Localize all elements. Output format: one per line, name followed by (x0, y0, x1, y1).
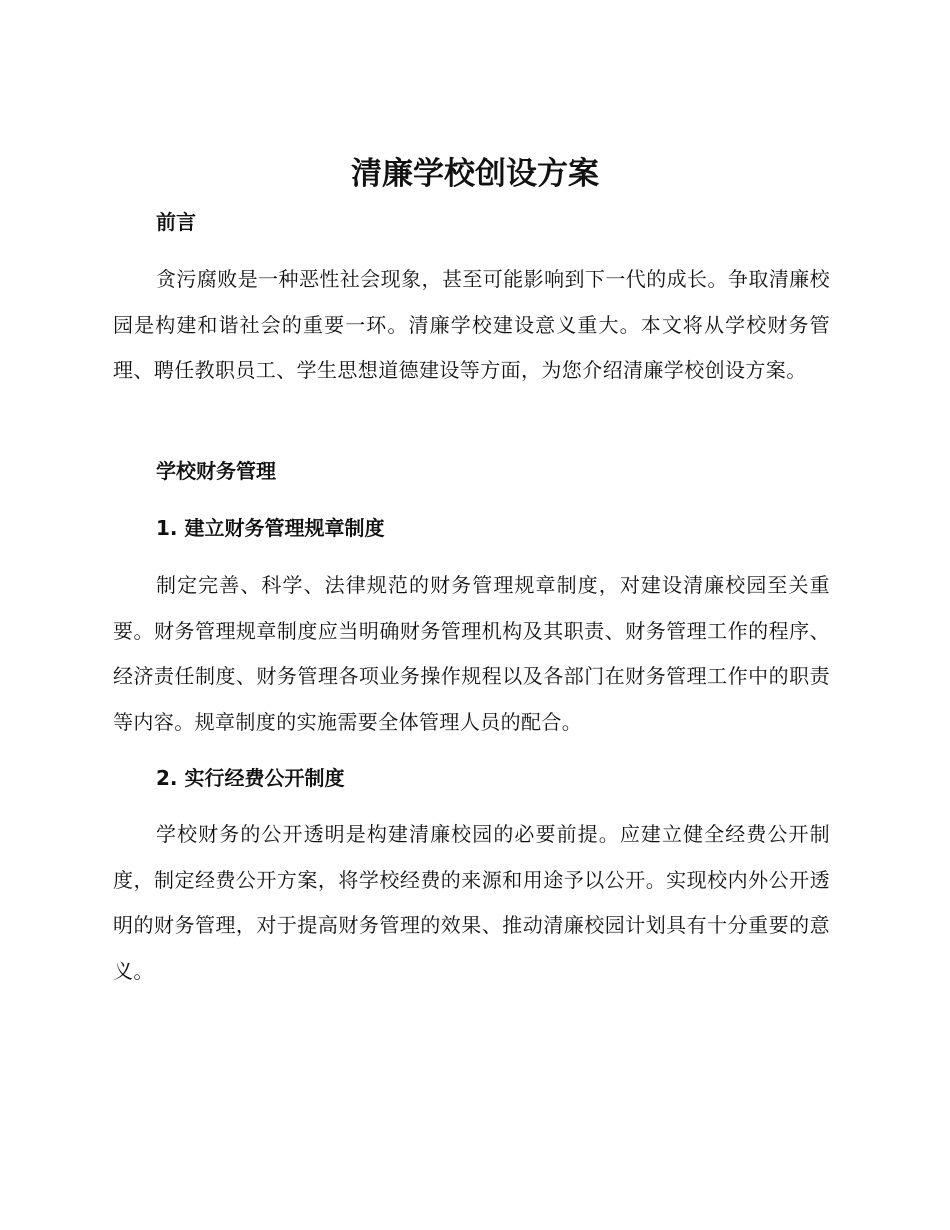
document-title: 清廉学校创设方案 (351, 156, 599, 192)
paragraph-regulations: 制定完善、科学、法律规范的财务管理规章制度，对建设清廉校园至关重要。财务管理规章制度应当明确财务管理机构及其职责、财务管理工作的程序、经济责任制度、财务管理各项业务操作规程以及各部门在财务管理工作中的职责等内容。规章制度的实施需要全体管理人员的配合。 (113, 573, 830, 734)
subsection-heading-funds-disclosure: 2. 实行经费公开制度 (156, 766, 345, 790)
paragraph-funds-disclosure: 学校财务的公开透明是构建清廉校园的必要前提。应建立健全经费公开制度，制定经费公开方案，将学校经费的来源和用途予以公开。实现校内外公开透明的财务管理，对于提高财务管理的效果、推动清廉校园计划具有十分重要的意义。 (113, 822, 830, 983)
paragraph-preface: 贪污腐败是一种恶性社会现象，甚至可能影响到下一代的成长。争取清廉校园是构建和谐社会的重要一环。清廉学校建设意义重大。本文将从学校财务管理、聘任教职员工、学生思想道德建设等方面，为您介绍清廉学校创设方案。 (113, 267, 830, 382)
section-heading-preface: 前言 (156, 210, 196, 234)
section-heading-finance: 学校财务管理 (156, 459, 276, 483)
subsection-heading-regulations: 1. 建立财务管理规章制度 (156, 516, 385, 540)
